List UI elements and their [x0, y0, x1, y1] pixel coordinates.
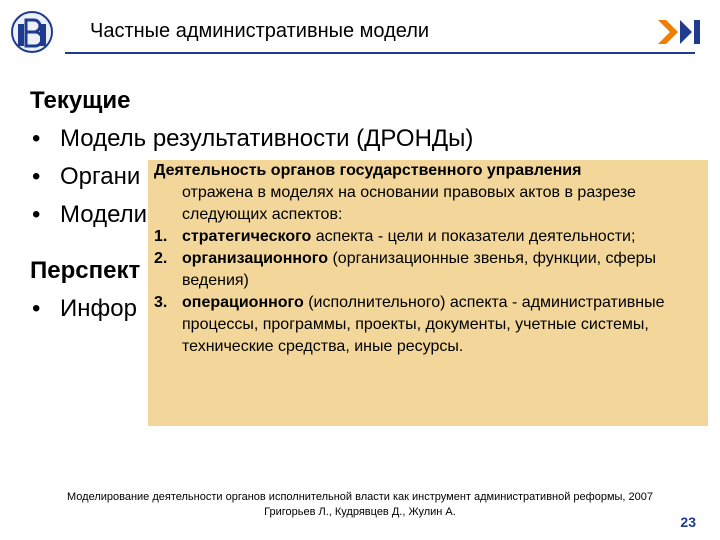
aspect-name: стратегического — [182, 228, 312, 245]
aspect-number: 2. — [154, 250, 168, 267]
list-item: • Модель результативности (ДРОНДы) — [30, 120, 700, 158]
aspect-description: (организационные звенья, функции, сферы ведения) — [182, 250, 656, 289]
info-callout — [148, 160, 708, 426]
list-item-text: Модель результативности (ДРОНДы) — [60, 125, 474, 152]
aspect-name: организационного — [182, 250, 329, 267]
aspect-item — [154, 248, 698, 292]
aspect-item — [154, 292, 698, 358]
heading-current: Текущие — [30, 87, 131, 114]
footer-authors: Григорьев Л., Кудрявцев Д., Жулин А. — [264, 506, 456, 518]
header-divider — [65, 52, 695, 54]
footer — [0, 490, 720, 520]
page-title: Частные административные модели — [90, 20, 430, 42]
page-number: 23 — [680, 514, 696, 530]
aspect-description: аспекта - цели и показатели деятельности; — [311, 228, 636, 245]
heading-future: Перспект — [30, 257, 141, 284]
list-item-text: Органи — [60, 163, 141, 190]
list-item-text: Модели — [60, 201, 148, 228]
callout-lead: Деятельность органов государственного управления — [154, 162, 582, 179]
aspect-number: 1. — [154, 228, 168, 245]
footer-title: Моделирование деятельности органов исполнительной власти как инструмент административной реформы, 2007 — [66, 491, 653, 503]
list-item-text: Инфор — [60, 295, 137, 322]
list-item: • Модели — [30, 196, 700, 234]
list-item: • Инфор — [30, 290, 700, 328]
aspect-name: операционного — [182, 294, 304, 311]
aspect-description: (исполнительного) аспекта - административные процессы, программы, проекты, документы, учетные системы, технические средства, иные ресурсы. — [182, 294, 665, 355]
aspect-item — [154, 226, 698, 248]
hse-logo — [10, 10, 54, 54]
list-item: • Органи — [30, 158, 700, 196]
callout-intro: отражена в моделях на основании правовых актов в разрезе следующих аспектов: — [182, 184, 636, 223]
aspect-number: 3. — [154, 294, 168, 311]
aspect-list — [154, 226, 698, 358]
next-arrow-icon[interactable] — [658, 16, 706, 48]
